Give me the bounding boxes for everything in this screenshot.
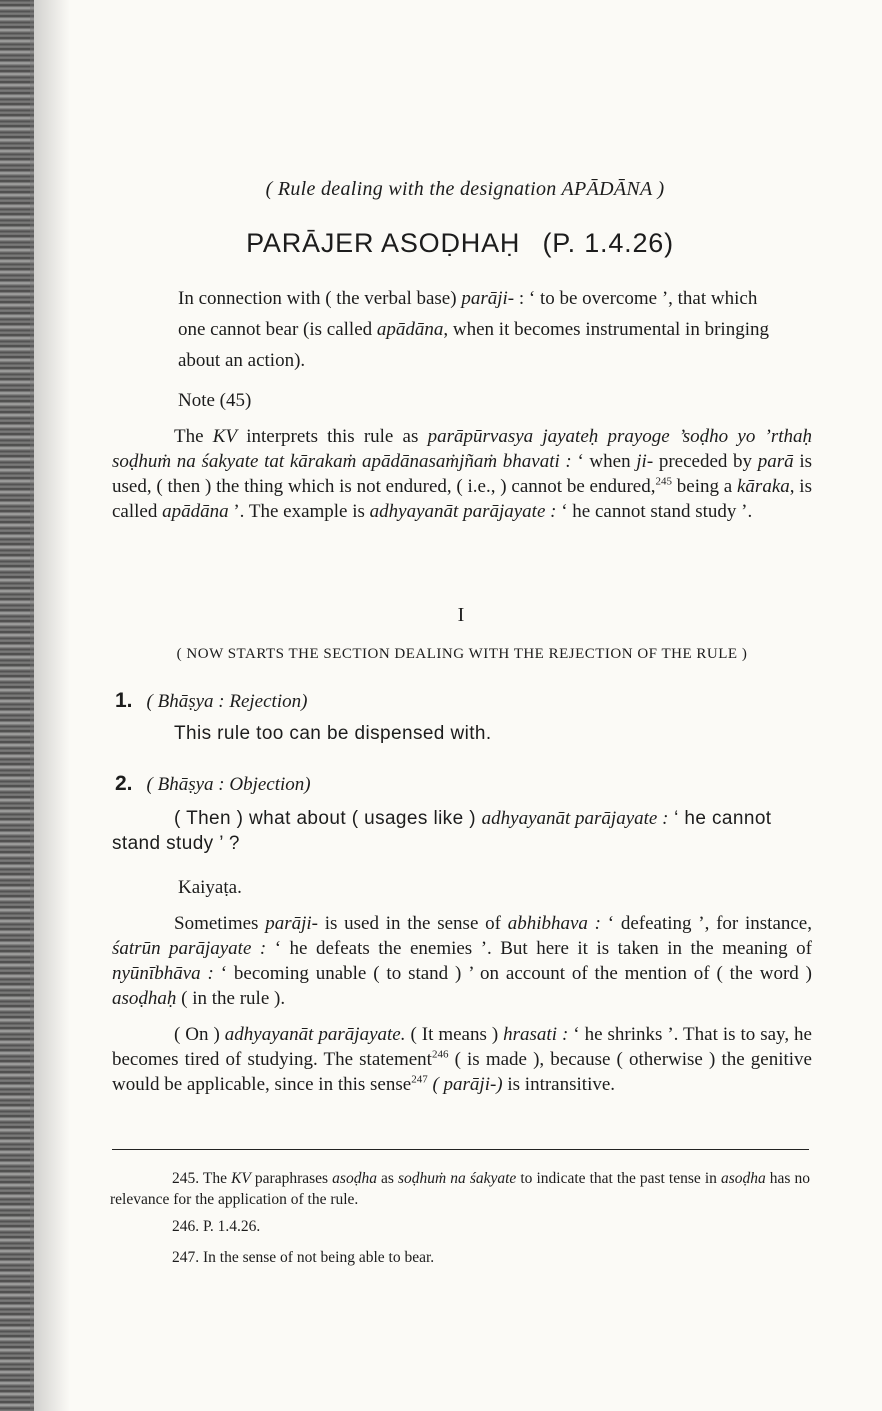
note-ji: ji- <box>636 451 654 472</box>
fn245-t5: has no relevance for the application of the rule. <box>110 1170 811 1208</box>
note-t2: interprets this rule as <box>237 426 428 447</box>
note-example: adhyayanāt parājayate : <box>369 501 557 522</box>
kaiyata-paragraph-1 <box>112 911 812 1011</box>
note-paragraph <box>112 424 812 524</box>
k-a4: ‘ he defeats the enemies ’. But here it is taken in the meaning of <box>266 938 812 959</box>
fn245-number: 245. <box>172 1170 200 1187</box>
k-a1: Sometimes <box>174 913 266 934</box>
k-b6: is intransitive. <box>502 1074 616 1095</box>
k-satrun: śatrūn parājayate : <box>112 938 267 959</box>
k-abhibhava: abhibhava : <box>507 913 601 934</box>
section-numeral: I <box>457 604 465 626</box>
fn245-t2: paraphrases <box>250 1170 333 1187</box>
item-2-heading <box>115 772 311 796</box>
intro-paragraph <box>178 283 778 376</box>
note-t9: ‘ he cannot stand study ’. <box>556 501 753 522</box>
k-a5: ‘ becoming unable ( to stand ) ’ on account of the mention of ( the word ) <box>213 963 812 984</box>
note-t3: ‘ when <box>571 451 637 472</box>
k-parji: parāji- <box>265 913 318 934</box>
title-text: PARĀJER ASOḌHAḤ <box>246 228 521 258</box>
fn245-sodhum: soḍhuṁ na śakyate <box>397 1170 517 1187</box>
fn245-kv: KV <box>231 1170 251 1187</box>
intro-term-2: apādāna <box>376 319 444 340</box>
footnote-247: 247. In the sense of not being able to bear. <box>172 1249 435 1266</box>
footnote-246: 246. P. 1.4.26. <box>172 1218 261 1235</box>
note-t7: , is called <box>112 476 812 522</box>
intro-text-3: , when it becomes instrumental in bringing about an action). <box>178 319 769 371</box>
section-heading: ( NOW STARTS THE SECTION DEALING WITH THE REJECTION OF THE RULE ) <box>176 646 748 662</box>
item-1-heading <box>115 689 307 713</box>
note-t5: is used, ( then ) the thing which is not endured, ( i.e., ) cannot be endured, <box>112 451 812 497</box>
footnote-ref-247[interactable]: 247 <box>411 1073 428 1086</box>
item-1-text: This rule too can be dispensed with. <box>174 723 492 744</box>
fn245-t3: as <box>376 1170 398 1187</box>
note-kv: KV <box>212 426 238 447</box>
page-title <box>0 228 882 259</box>
k-b3: ‘ he shrinks ’. That is to say, he becomes tired of studying. The statement <box>112 1024 812 1070</box>
fn245-asodha-2: asoḍha <box>720 1170 766 1187</box>
footnote-separator <box>112 1149 809 1150</box>
footnote-ref-246[interactable]: 246 <box>431 1048 449 1061</box>
kaiyata-heading: Kaiyaṭa. <box>178 877 242 898</box>
k-b-example: adhyayanāt parājayate. <box>224 1024 406 1045</box>
title-reference: (P. 1.4.26) <box>542 228 674 258</box>
note-t1: The <box>174 426 213 447</box>
binding-shadow <box>30 0 70 1411</box>
intro-text-1: In connection with ( the verbal base) <box>178 288 462 309</box>
fn245-t4: to indicate that the past tense in <box>516 1170 721 1187</box>
item-2-label: ( Bhāṣya : Objection) <box>146 774 311 795</box>
k-a3: ‘ defeating ’, for instance, <box>601 913 812 934</box>
note-apadana: apādāna <box>162 501 229 522</box>
note-t8: ’. The example is <box>228 501 370 522</box>
k-b-parji: ( parāji-) <box>432 1074 503 1095</box>
intro-text-2: : ‘ to be overcome ’, that which one cannot bear (is called <box>178 288 758 340</box>
rule-heading: ( Rule dealing with the designation APĀDĀNA ) <box>265 178 665 200</box>
item-2-example: adhyayanāt parājayate : <box>481 808 669 829</box>
intro-term: parāji- <box>461 288 515 309</box>
k-b4: ( is made ), because ( otherwise ) the genitive would be applicable, since in this sense <box>112 1049 812 1095</box>
note-t6: being a <box>671 476 737 497</box>
k-b2: ( It means ) <box>405 1024 504 1045</box>
k-b1: ( On ) <box>174 1024 225 1045</box>
note-sanskrit: parāpūrvasya jayateḥ prayoge ’soḍho yo ’rthaḥ soḍhuṁ na śakyate tat kārakaṁ apādānasaṁjñaṁ bhavati : <box>112 426 813 472</box>
item-2-t1: ( Then ) what about ( usages like ) <box>174 808 482 829</box>
k-nyunibhava: nyūnībhāva : <box>112 963 214 984</box>
item-1-label: ( Bhāṣya : Rejection) <box>146 691 308 712</box>
note-karaka: kāraka <box>737 476 790 497</box>
item-2-t2: ‘ he cannot stand study ’ ? <box>112 808 772 854</box>
note-para: parā <box>757 451 794 472</box>
footnote-245 <box>110 1168 810 1210</box>
kaiyata-paragraph-2 <box>112 1022 812 1097</box>
note-t4: preceded by <box>653 451 758 472</box>
fn245-t1: The <box>199 1170 232 1187</box>
k-hrasati: hrasati : <box>503 1024 569 1045</box>
item-2-text <box>112 806 812 856</box>
item-1-number: 1. <box>115 689 133 712</box>
k-a6: ( in the rule ). <box>176 988 286 1009</box>
note-heading: Note (45) <box>178 390 252 411</box>
item-2-number: 2. <box>115 772 133 795</box>
footnote-ref-245[interactable]: 245 <box>655 475 672 488</box>
fn245-asodha: asoḍha <box>332 1170 377 1187</box>
book-binding-edge <box>0 0 34 1411</box>
k-asodhah: asoḍhaḥ <box>112 988 177 1009</box>
k-a2: is used in the sense of <box>317 913 508 934</box>
